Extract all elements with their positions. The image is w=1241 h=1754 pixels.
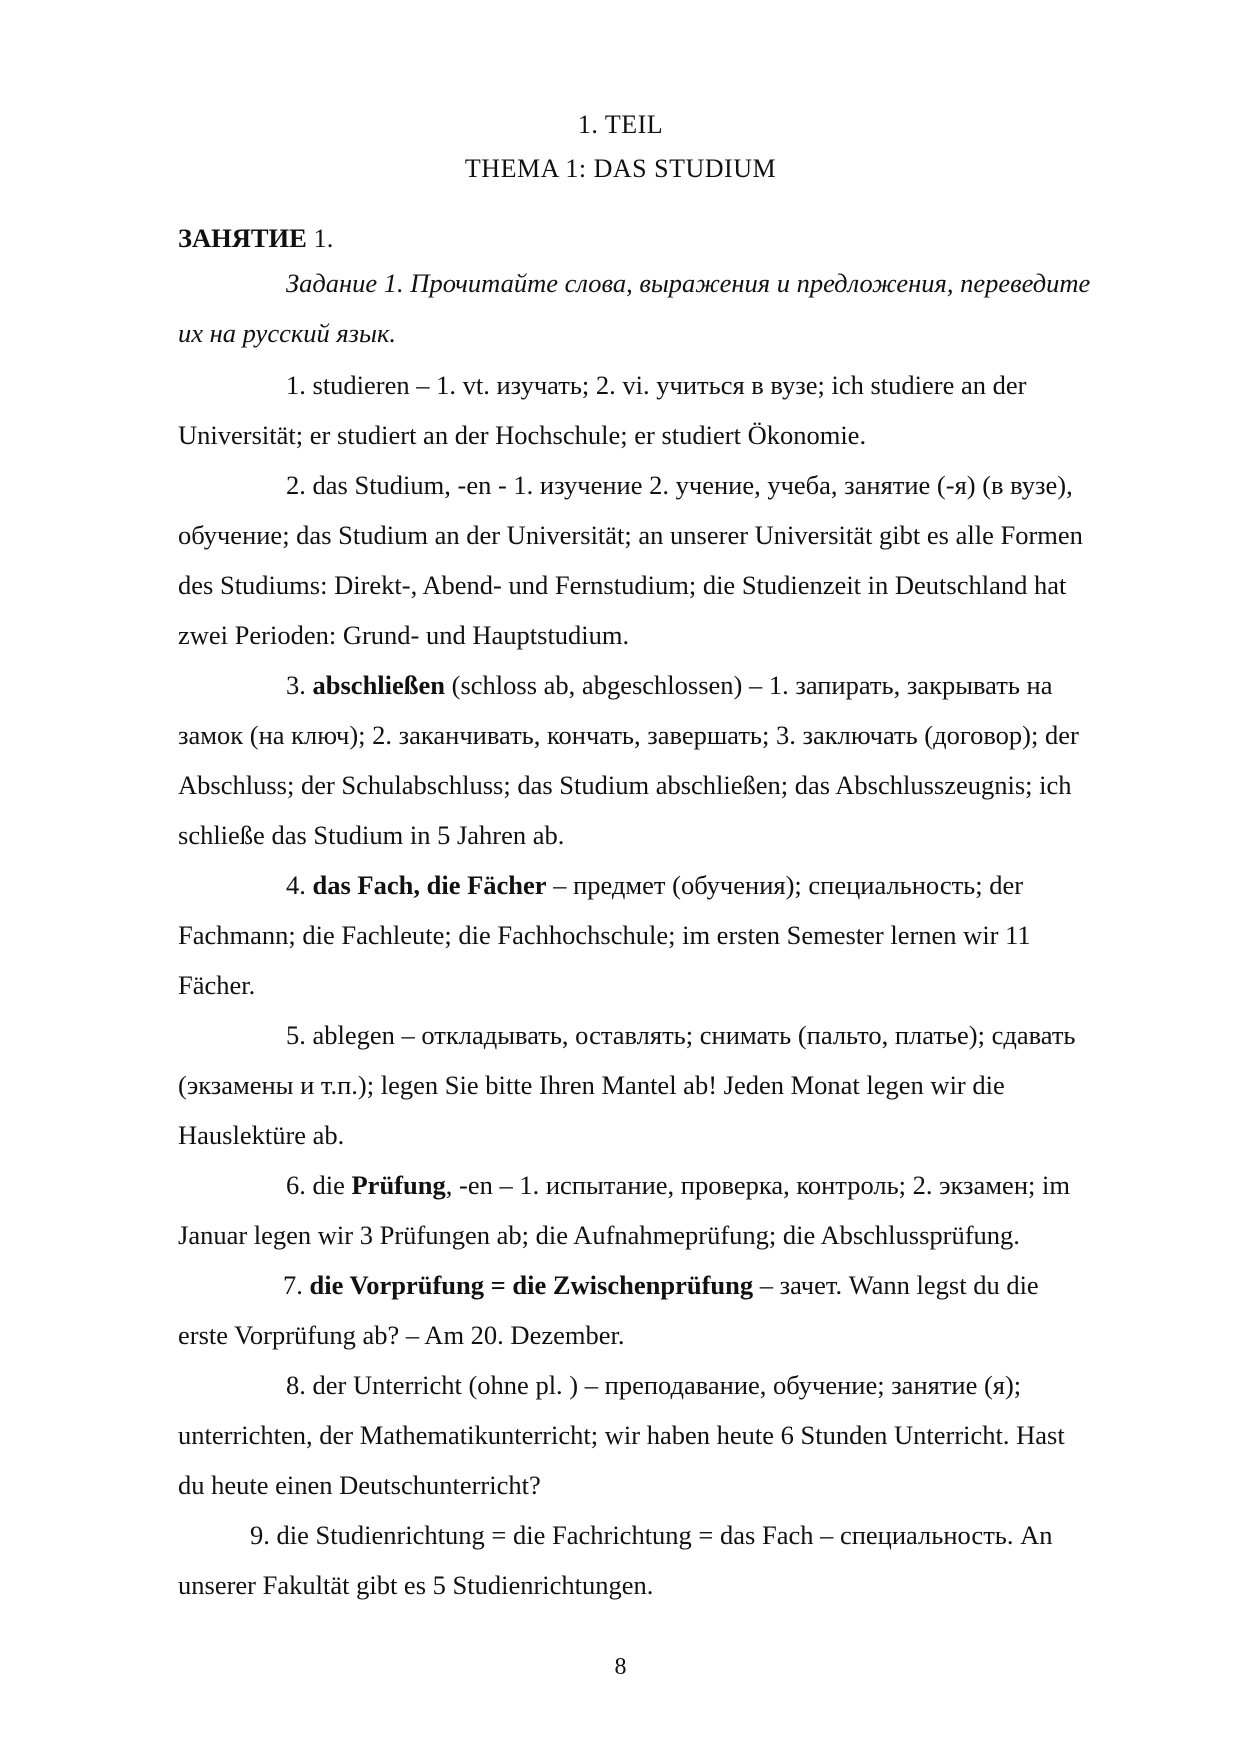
entry-7-rest: – зачет. Wann legst du die — [753, 1270, 1039, 1300]
entry-3-line-3: Abschluss; der Schulabschluss; das Studium abschließen; das Abschlusszeugnis; ich — [178, 770, 1072, 800]
entry-3-rest: (schloss ab, abgeschlossen) – 1. запирать, закрывать на — [445, 670, 1053, 700]
entry-7-line-1 — [283, 1272, 1039, 1299]
task-line-1: Задание 1. Прочитайте слова, выражения и предложения, переведите — [286, 268, 1091, 298]
entry-3-line-2: замок (на ключ); 2. заканчивать, кончать, завершать; 3. заключать (договор); der — [178, 720, 1079, 750]
entry-3-num: 3. — [286, 670, 313, 700]
entry-3-line-4: schließe das Studium in 5 Jahren ab. — [178, 820, 565, 850]
entry-4-line-2: Fachmann; die Fachleute; die Fachhochschule; im ersten Semester lernen wir 11 — [178, 920, 1031, 950]
entry-7-line-2: erste Vorprüfung ab? – Am 20. Dezember. — [178, 1320, 625, 1350]
part-title: 1. TEIL — [577, 110, 664, 139]
entry-7-num: 7. — [283, 1270, 310, 1300]
lesson-label: ЗАНЯТИЕ — [178, 223, 307, 253]
entry-7-term: die Vorprüfung = die Zwischenprüfung — [309, 1270, 754, 1300]
task-line-2: их на русский язык. — [178, 318, 396, 348]
entry-4-term: das Fach, die Fächer — [312, 870, 547, 900]
entry-2-line-4: zwei Perioden: Grund- und Hauptstudium. — [178, 620, 630, 650]
entry-6-line-2: Januar legen wir 3 Prüfungen ab; die Aufnahmeprüfung; die Abschlussprüfung. — [178, 1220, 1020, 1250]
entry-4-num: 4. — [286, 870, 313, 900]
entry-2-line-3: des Studiums: Direkt-, Abend- und Fernstudium; die Studienzeit in Deutschland hat — [178, 570, 1067, 600]
entry-9-line-1: 9. die Studienrichtung = die Fachrichtung = das Fach – специальность. An — [250, 1520, 1053, 1550]
entry-9-line-2: unserer Fakultät gibt es 5 Studienrichtungen. — [178, 1570, 654, 1600]
entry-4-line-3: Fächer. — [178, 970, 256, 1000]
entry-6-num: 6. die — [286, 1170, 352, 1200]
entry-1-line-2: Universität; er studiert an der Hochschule; er studiert Ökonomie. — [178, 420, 867, 450]
entry-3-term: abschließen — [312, 670, 446, 700]
entry-4-line-1 — [286, 872, 1023, 899]
entry-5-line-3: Hauslektüre ab. — [178, 1120, 345, 1150]
entry-2-line-2: обучение; das Studium an der Universität; an unserer Universität gibt es alle Formen — [178, 520, 1083, 550]
entry-2-line-1: 2. das Studium, -en - 1. изучение 2. учение, учеба, занятие (-я) (в вузе), — [286, 470, 1073, 500]
entry-1-line-1: 1. studieren – 1. vt. изучать; 2. vi. учиться в вузе; ich studiere an der — [286, 370, 1027, 400]
entry-6-rest: , -en – 1. испытание, проверка, контроль; 2. экзамен; im — [445, 1170, 1070, 1200]
entry-4-rest: – предмет (обучения); специальность; der — [546, 870, 1024, 900]
entry-3-line-1 — [286, 672, 1052, 699]
lesson-number: 1. — [306, 223, 334, 253]
theme-title: THEMA 1: DAS STUDIUM — [464, 154, 777, 183]
entry-5-line-1: 5. ablegen – откладывать, оставлять; снимать (пальто, платье); сдавать — [286, 1020, 1076, 1050]
lesson-heading — [178, 223, 333, 254]
page-number: 8 — [614, 1654, 627, 1680]
entry-8-line-3: du heute einen Deutschunterricht? — [178, 1470, 541, 1500]
entry-6-term: Prüfung — [351, 1170, 446, 1200]
entry-8-line-2: unterrichten, der Mathematikunterricht; wir haben heute 6 Stunden Unterricht. Hast — [178, 1420, 1065, 1450]
entry-6-line-1 — [286, 1172, 1070, 1199]
entry-5-line-2: (экзамены и т.п.); legen Sie bitte Ihren Mantel ab! Jeden Monat legen wir die — [178, 1070, 1005, 1100]
entry-8-line-1: 8. der Unterricht (ohne pl. ) – преподавание, обучение; занятие (я); — [286, 1370, 1022, 1400]
